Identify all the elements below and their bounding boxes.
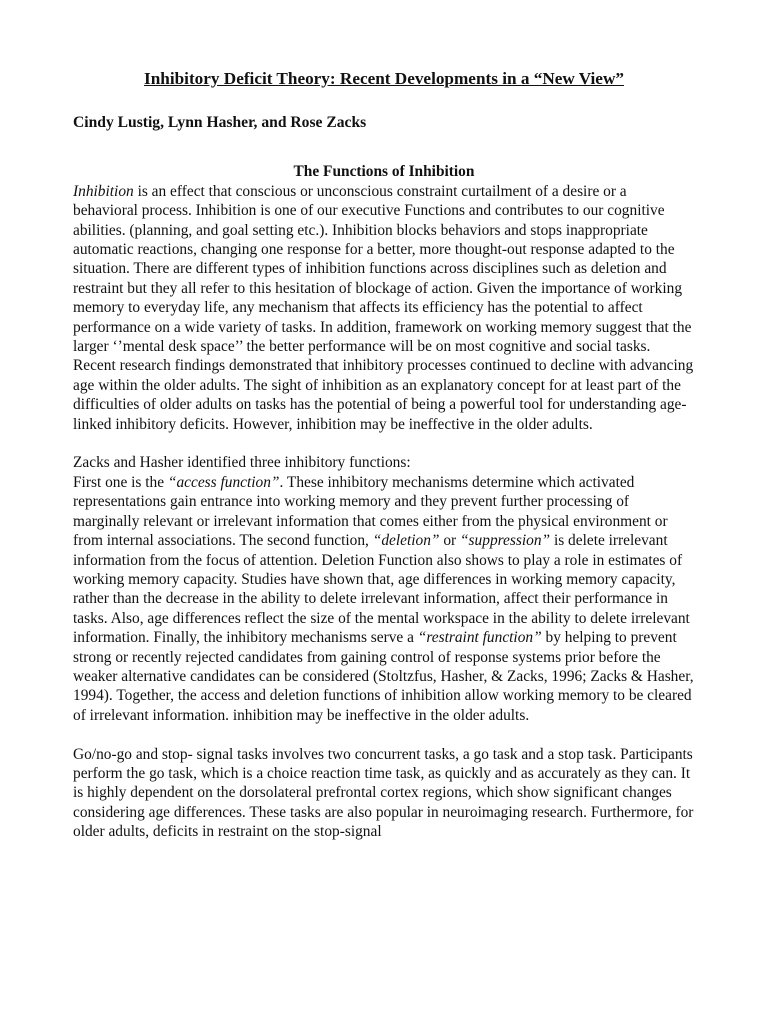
term-access-function: “access function” — [167, 473, 280, 491]
functions-text-3: or — [439, 532, 460, 550]
paragraph-functions-intro: Zacks and Hasher identified three inhibitory functions: — [73, 454, 411, 472]
paragraph-inhibition — [73, 182, 695, 434]
paragraph-go-no-go: Go/no-go and stop- signal tasks involves two concurrent tasks, a go task and a stop task. Participants perform the go task, which is a choice reaction time task, as quickly and as accurately as they can. It is highly dependent on the dorsolateral prefrontal cortex regions, which show significant changes considering age differences. These tasks are also popular in neuroimaging research. Furthermore, for older adults, deficits in restraint on the stop-signal — [73, 745, 694, 841]
section-heading: The Functions of Inhibition — [293, 163, 475, 181]
document-title: Inhibitory Deficit Theory: Recent Developments in a “New View” — [144, 69, 624, 88]
functions-text-5: by helping to prevent strong or recently rejected candidates from gaining control of response systems prior before the weaker alternative candidates can be considered (Stoltzfus, Hasher, & Zacks, 1996; Zacks & Hasher, 1994). Together, the access and deletion functions of inhibition allow working memory to be cleared of irrelevant information. inhibition may be ineffective in the older adults. — [73, 629, 694, 724]
paragraph-functions — [73, 473, 695, 725]
paragraph-inhibition-text: is an effect that conscious or unconscious constraint curtailment of a desire or a behavioral process. Inhibition is one of our executive Functions and contributes to our cognitive abilities. (planning, and goal setting etc.). Inhibition blocks behaviors and stops inappropriate automatic reactions, changing one response for a better, more thought-out response adapted to the situation. There are different types of inhibition functions across disciplines such as deletion and restraint but they all refer to this hesitation of blockage of action. Given the importance of working memory to everyday life, any mechanism that affects its efficiency has the potential to affect performance on a wide variety of tasks. In addition, framework on working memory suggest that the larger ‘’mental desk space’’ the better performance will be on most cognitive and social tasks. Recent research findings demonstrated that inhibitory processes continued to decline with advancing age within the older adults. The sight of inhibition as an explanatory concept for at least part of the difficulties of older adults on tasks has the potential of being a powerful tool for understanding age-linked inhibitory deficits. However, inhibition may be ineffective in the older adults. — [73, 182, 694, 433]
term-restraint-function: “restraint function” — [417, 629, 542, 647]
functions-text-2: . These inhibitory mechanisms determine which activated representations gain entrance into working memory and they prevent further processing of marginally relevant or irrelevant information that comes either from the physical environment or from internal associations. The second function, — [73, 473, 668, 550]
document-page — [73, 68, 695, 842]
term-deletion: “deletion” — [372, 532, 440, 550]
term-inhibition: Inhibition — [73, 182, 134, 200]
functions-text-1: First one is the — [73, 473, 168, 491]
functions-text-4: is delete irrelevant information from the focus of attention. Deletion Function also shows to play a role in estimates of working memory capacity. Studies have shown that, age differences in working memory capacity, rather than the decrease in the ability to delete irrelevant information, affect their performance in tasks. Also, age differences reflect the size of the mental workspace in the ability to delete irrelevant information. Finally, the inhibitory mechanisms serve a — [73, 532, 690, 647]
author-list: Cindy Lustig, Lynn Hasher, and Rose Zacks — [73, 114, 367, 131]
term-suppression: “suppression” — [460, 532, 551, 550]
